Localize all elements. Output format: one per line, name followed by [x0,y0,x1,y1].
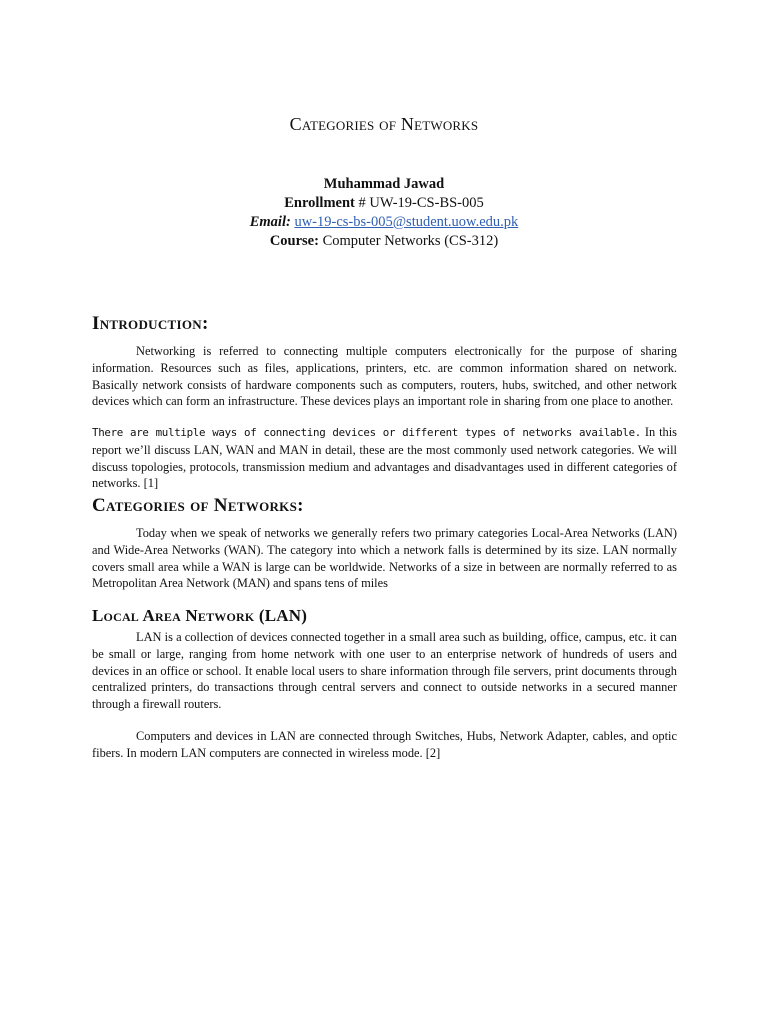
categories-heading: Categories of Networks: [92,495,304,516]
lan-heading: Local Area Network (LAN) [92,606,308,625]
enrollment-label: Enrollment [284,195,355,211]
author-block [0,175,768,251]
introduction-heading: Introduction: [92,313,209,334]
lan-paragraph-1: LAN is a collection of devices connected together in a small area such as building, office, campus, etc. it can be small or large, ranging from home network with one user to an enterprise network of hundreds of users and devices in an office or school. It enable local users to share information through file servers, print documents through centralized printers, do transactions through central servers and connect to outside networks in a secured manner through a firewall routers. [92,630,677,712]
introduction-paragraph-1: Networking is referred to connecting multiple computers electronically for the purpose of sharing information. Resources such as files, applications, printers, etc. are common information shared on network. Basically network consists of hardware components such as computers, routers, hubs, switched, and other network devices which can form an infrastructure. These devices plays an important role in sharing from one place to another. [92,344,677,409]
introduction-paragraph-2-rest: In this report we’ll discuss LAN, WAN and MAN in detail, these are the most commonly used network categories. We will discuss topologies, protocols, transmission medium and advantages and disadvantages used in different categories of networks. [1] [92,425,677,491]
course-label: Course: [269,233,319,249]
email-line [0,213,768,232]
introduction-paragraph-2 [92,424,677,492]
enrollment-line [0,194,768,213]
document-title: Categories of Networks [289,114,479,134]
course-value: Computer Networks (CS-312) [322,233,499,249]
email-link[interactable]: uw-19-cs-bs-005@student.uow.edu.pk [294,214,519,230]
email-label: Email: [249,214,291,230]
enrollment-value: # UW-19-CS-BS-005 [358,195,484,211]
introduction-paragraph-2-mono: There are multiple ways of connecting devices or different types of networks available. [92,426,641,439]
lan-paragraph-2: Computers and devices in LAN are connected through Switches, Hubs, Network Adapter, cables, and optic fibers. In modern LAN computers are connected in wireless mode. [2] [92,729,677,760]
course-line [0,232,768,251]
author-name: Muhammad Jawad [323,176,445,192]
categories-paragraph: Today when we speak of networks we generally refers two primary categories Local-Area Networks (LAN) and Wide-Area Networks (WAN). The category into which a network falls is determined by its size. LAN normally covers small area while a WAN is large can be worldwide. Networks of a size in between are normally referred to as Metropolitan Area Network (MAN) and spans tens of miles [92,526,677,591]
